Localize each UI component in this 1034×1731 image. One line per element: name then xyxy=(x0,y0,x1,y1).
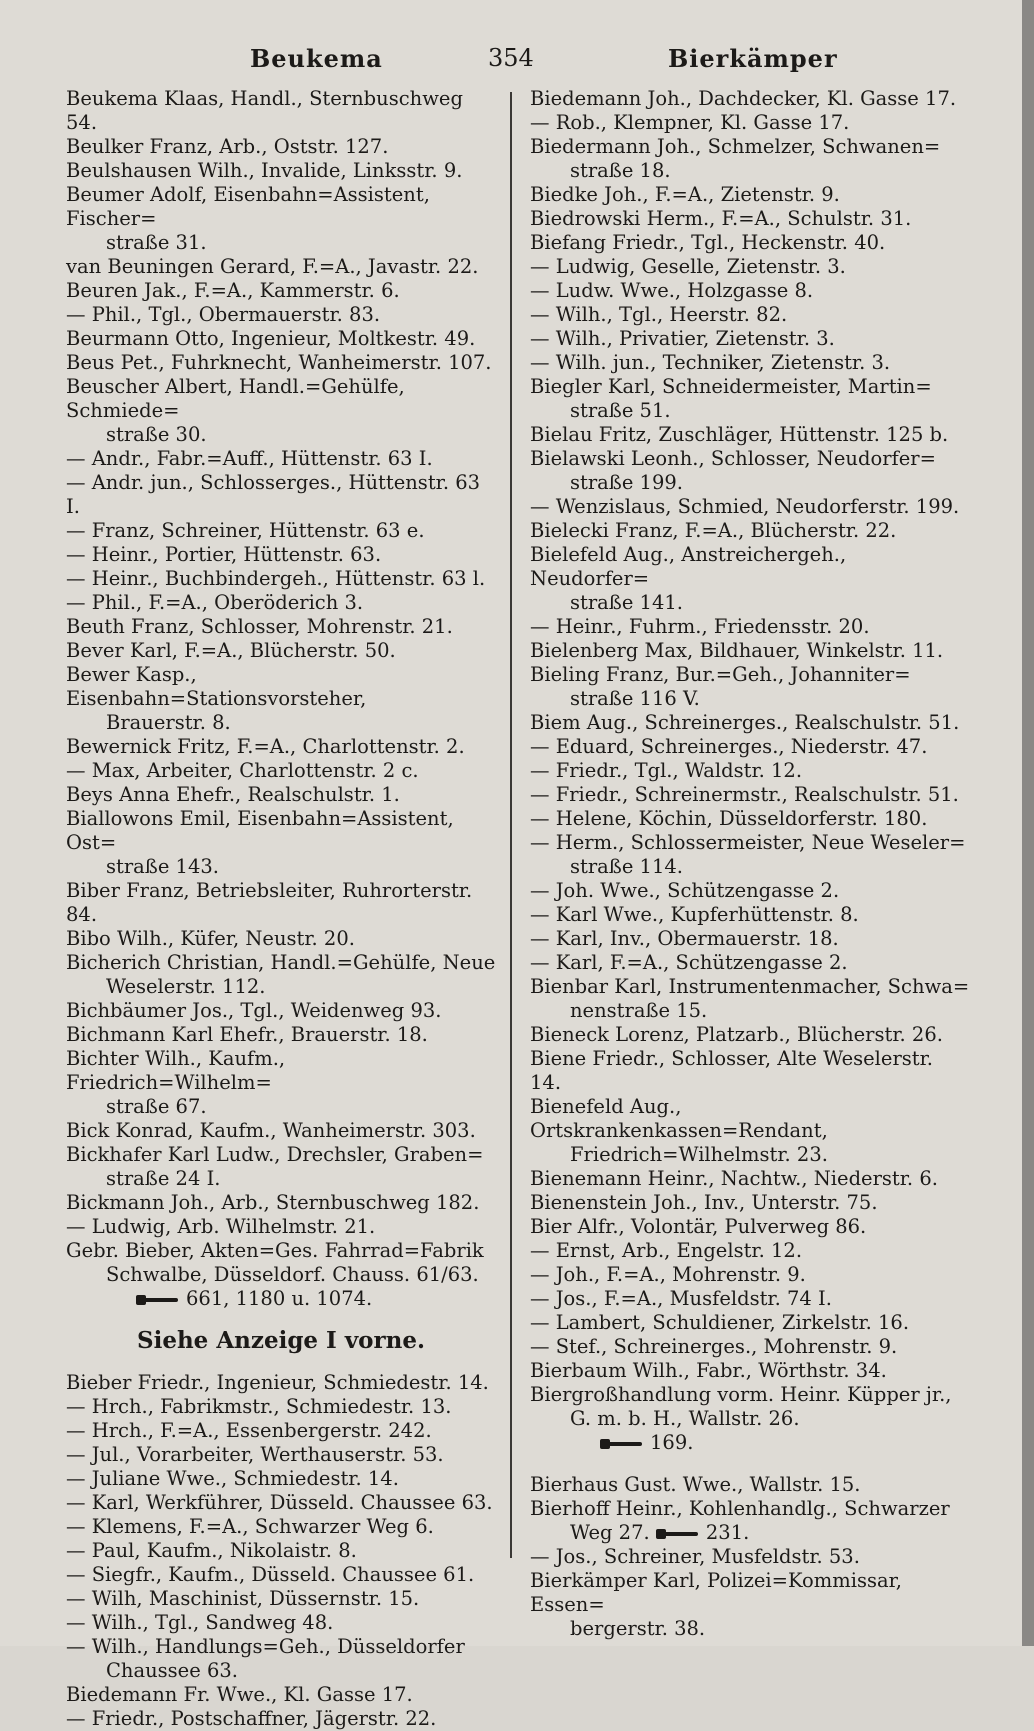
directory-entry xyxy=(66,639,496,663)
telephone-icon xyxy=(656,1527,700,1541)
directory-entry xyxy=(66,615,496,639)
entry-continuation: straße 116 V. xyxy=(570,687,700,710)
entry-line: Bienbar Karl, Instrumentenmacher, Schwa= xyxy=(530,975,970,998)
directory-entry xyxy=(530,1569,970,1641)
directory-entry xyxy=(530,1191,970,1215)
directory-entry xyxy=(66,999,496,1023)
directory-entry xyxy=(530,327,970,351)
entry-line: — Heinr., Fuhrm., Friedensstr. 20. xyxy=(530,615,870,638)
biergross-phone: 169. xyxy=(650,1431,694,1454)
entry-continuation: straße 51. xyxy=(570,399,671,422)
directory-entry xyxy=(66,1371,496,1395)
entry-line: Beurmann Otto, Ingenieur, Moltkestr. 49. xyxy=(66,327,476,350)
entry-line: — Jos., F.=A., Musfeldstr. 74 I. xyxy=(530,1287,832,1310)
entry-line: Beuren Jak., F.=A., Kammerstr. 6. xyxy=(66,279,400,302)
entry-line: — Lambert, Schuldiener, Zirkelstr. 16. xyxy=(530,1311,910,1334)
entry-continuation: Brauerstr. 8. xyxy=(106,711,231,734)
directory-entry xyxy=(530,783,970,807)
entry-line: — Franz, Schreiner, Hüttenstr. 63 e. xyxy=(66,519,425,542)
entry-line: Biallowons Emil, Eisenbahn=Assistent, Ost= xyxy=(66,807,454,854)
entry-line: — Herm., Schlossermeister, Neue Weseler= xyxy=(530,831,966,854)
directory-entry xyxy=(530,231,970,255)
directory-entry xyxy=(66,783,496,807)
entry-continuation: straße 18. xyxy=(570,159,671,182)
entry-line: — Wilh., Privatier, Zietenstr. 3. xyxy=(530,327,835,350)
directory-entry xyxy=(530,351,970,375)
entry-line: — Heinr., Buchbindergeh., Hüttenstr. 63 l. xyxy=(66,567,486,590)
directory-entry xyxy=(530,279,970,303)
directory-entry xyxy=(66,543,496,567)
entry-line: Bierhoff Heinr., Kohlenhandlg., Schwarzer xyxy=(530,1497,950,1520)
entry-line: — Stef., Schreinerges., Mohrenstr. 9. xyxy=(530,1335,898,1358)
directory-entry xyxy=(66,1563,496,1587)
directory-entry xyxy=(66,1539,496,1563)
entry-line: — Ludw. Wwe., Holzgasse 8. xyxy=(530,279,814,302)
entry-continuation: straße 30. xyxy=(106,423,207,446)
entry-line: Bickhafer Karl Ludw., Drechsler, Graben= xyxy=(66,1143,484,1166)
directory-entry xyxy=(530,831,970,879)
entry-line: Bielecki Franz, F.=A., Blücherstr. 22. xyxy=(530,519,897,542)
directory-entry xyxy=(66,567,496,591)
column-divider xyxy=(510,92,512,1558)
entry-continuation: bergerstr. 38. xyxy=(570,1617,706,1640)
directory-entry xyxy=(530,543,970,615)
directory-entry xyxy=(66,1239,496,1287)
directory-entry xyxy=(66,735,496,759)
entry-line: Beulker Franz, Arb., Oststr. 127. xyxy=(66,135,389,158)
entry-line: Bieling Franz, Bur.=Geh., Johanniter= xyxy=(530,663,911,686)
directory-entry xyxy=(66,759,496,783)
directory-entry xyxy=(66,807,496,879)
directory-entry xyxy=(66,591,496,615)
entry-continuation: straße 143. xyxy=(106,855,219,878)
directory-entry xyxy=(530,951,970,975)
directory-entry xyxy=(530,135,970,183)
directory-entry xyxy=(530,639,970,663)
entry-line: — Jul., Vorarbeiter, Werthauserstr. 53. xyxy=(66,1443,444,1466)
entry-line: — Hrch., Fabrikmstr., Schmiedestr. 13. xyxy=(66,1395,452,1418)
entry-line: Biene Friedr., Schlosser, Alte Weselerstr. 14. xyxy=(530,1047,933,1094)
entry-line: — Joh., F.=A., Mohrenstr. 9. xyxy=(530,1263,806,1286)
entry-line: Bierbaum Wilh., Fabr., Wörthstr. 34. xyxy=(530,1359,887,1382)
entry-line: Bienefeld Aug., Ortskrankenkassen=Rendant, xyxy=(530,1095,828,1142)
entry-continuation: G. m. b. H., Wallstr. 26. xyxy=(570,1407,800,1430)
directory-entry xyxy=(530,807,970,831)
entry-continuation: straße 24 I. xyxy=(106,1167,221,1190)
entry-line: Bielenberg Max, Bildhauer, Winkelstr. 11. xyxy=(530,639,944,662)
entry-continuation: straße 114. xyxy=(570,855,683,878)
directory-entry xyxy=(530,663,970,711)
entry-line: Biergroßhandlung vorm. Heinr. Küpper jr., xyxy=(530,1383,952,1406)
entry-line: Beys Anna Ehefr., Realschulstr. 1. xyxy=(66,783,400,806)
entry-line: — Rob., Klempner, Kl. Gasse 17. xyxy=(530,111,850,134)
directory-entry xyxy=(530,903,970,927)
entry-line: Beuscher Albert, Handl.=Gehülfe, Schmiede= xyxy=(66,375,405,422)
bierhoff-cont-line xyxy=(530,1521,970,1545)
phone-line xyxy=(530,1431,970,1455)
entry-line: Bicherich Christian, Handl.=Gehülfe, Neue xyxy=(66,951,496,974)
left-entries-2 xyxy=(66,1371,496,1731)
directory-entry xyxy=(66,1023,496,1047)
header-left-keyword: Beukema xyxy=(250,44,383,73)
entry-line: — Friedr., Tgl., Waldstr. 12. xyxy=(530,759,803,782)
directory-entry xyxy=(530,1263,970,1287)
directory-entry xyxy=(66,183,496,255)
entry-line: Beuth Franz, Schlosser, Mohrenstr. 21. xyxy=(66,615,453,638)
directory-entry xyxy=(66,327,496,351)
directory-entry xyxy=(530,1023,970,1047)
directory-entry xyxy=(530,1215,970,1239)
entry-line: Biegler Karl, Schneidermeister, Martin= xyxy=(530,375,932,398)
entry-continuation: nenstraße 15. xyxy=(570,999,708,1022)
bierhoff-phone: 231. xyxy=(705,1521,750,1544)
directory-entry xyxy=(66,1587,496,1611)
directory-entry xyxy=(66,159,496,183)
entry-line: — Andr., Fabr.=Auff., Hüttenstr. 63 I. xyxy=(66,447,433,470)
entry-line: Bewernick Fritz, F.=A., Charlottenstr. 2. xyxy=(66,735,465,758)
directory-entry xyxy=(530,1545,970,1569)
entry-line: Beukema Klaas, Handl., Sternbuschweg 54. xyxy=(66,87,463,134)
header-right-keyword: Bierkämper xyxy=(668,44,838,73)
entry-line: Bielawski Leonh., Schlosser, Neudorfer= xyxy=(530,447,936,470)
directory-entry xyxy=(66,87,496,135)
directory-entry xyxy=(530,1287,970,1311)
entry-line: — Wenzislaus, Schmied, Neudorferstr. 199. xyxy=(530,495,960,518)
directory-entry xyxy=(530,255,970,279)
directory-entry xyxy=(66,1143,496,1191)
directory-entry xyxy=(530,927,970,951)
directory-entry xyxy=(66,375,496,447)
directory-entry xyxy=(66,1191,496,1215)
directory-entry xyxy=(530,1383,970,1431)
directory-entry xyxy=(66,1491,496,1515)
bieber-phones: 661, 1180 u. 1074. xyxy=(186,1287,373,1310)
right-column xyxy=(530,87,970,1641)
directory-entry xyxy=(530,495,970,519)
directory-entry xyxy=(530,519,970,543)
bierhoff-street: Weg 27. xyxy=(570,1521,650,1544)
right-entries xyxy=(530,87,970,1431)
telephone-icon xyxy=(136,1293,180,1307)
directory-entry xyxy=(530,111,970,135)
directory-entry xyxy=(66,1215,496,1239)
entry-line: van Beuningen Gerard, F.=A., Javastr. 22. xyxy=(66,255,479,278)
directory-entry xyxy=(530,975,970,1023)
entry-continuation: straße 141. xyxy=(570,591,683,614)
entry-line: — Siegfr., Kaufm., Düsseld. Chaussee 61. xyxy=(66,1563,475,1586)
directory-entry xyxy=(66,351,496,375)
directory-entry xyxy=(530,615,970,639)
directory-entry xyxy=(530,1497,970,1521)
directory-entry xyxy=(530,711,970,735)
entry-line: Bielau Fritz, Zuschläger, Hüttenstr. 125 b. xyxy=(530,423,949,446)
entry-line: Bewer Kasp., Eisenbahn=Stationsvorsteher, xyxy=(66,663,367,710)
page-edge xyxy=(1022,0,1034,1646)
left-entries xyxy=(66,87,496,1287)
entry-line: — Hrch., F.=A., Essenbergerstr. 242. xyxy=(66,1419,432,1442)
entry-line: Bibo Wilh., Küfer, Neustr. 20. xyxy=(66,927,355,950)
entry-line: — Joh. Wwe., Schützengasse 2. xyxy=(530,879,840,902)
entry-line: — Heinr., Portier, Hüttenstr. 63. xyxy=(66,543,382,566)
directory-entry xyxy=(66,1047,496,1119)
entry-line: Gebr. Bieber, Akten=Ges. Fahrrad=Fabrik xyxy=(66,1239,484,1262)
page-header xyxy=(0,44,1000,74)
directory-entry xyxy=(530,207,970,231)
entry-continuation: straße 199. xyxy=(570,471,683,494)
entry-line: Bielefeld Aug., Anstreichergeh., Neudorfer= xyxy=(530,543,847,590)
entry-continuation: Weselerstr. 112. xyxy=(106,975,266,998)
directory-entry xyxy=(530,1335,970,1359)
entry-line: — Max, Arbeiter, Charlottenstr. 2 c. xyxy=(66,759,419,782)
directory-entry xyxy=(66,447,496,471)
entry-line: Biber Franz, Betriebsleiter, Ruhrorterstr. 84. xyxy=(66,879,473,926)
directory-entry xyxy=(530,447,970,495)
entry-line: Bier Alfr., Volontär, Pulverweg 86. xyxy=(530,1215,867,1238)
directory-entry xyxy=(66,1515,496,1539)
directory-entry xyxy=(66,1635,496,1683)
entry-line: — Karl, Werkführer, Düsseld. Chaussee 63. xyxy=(66,1491,493,1514)
entry-line: — Friedr., Postschaffner, Jägerstr. 22. xyxy=(66,1707,437,1730)
entry-line: — Juliane Wwe., Schmiedestr. 14. xyxy=(66,1467,399,1490)
directory-entry xyxy=(66,255,496,279)
directory-entry xyxy=(530,183,970,207)
entry-line: Beumer Adolf, Eisenbahn=Assistent, Fischer= xyxy=(66,183,430,230)
entry-line: — Phil., Tgl., Obermauerstr. 83. xyxy=(66,303,381,326)
directory-entry xyxy=(530,735,970,759)
entry-line: Beus Pet., Fuhrknecht, Wanheimerstr. 107. xyxy=(66,351,492,374)
entry-line: — Jos., Schreiner, Musfeldstr. 53. xyxy=(530,1545,860,1568)
entry-continuation: Friedrich=Wilhelmstr. 23. xyxy=(570,1143,828,1166)
entry-line: Bever Karl, F.=A., Blücherstr. 50. xyxy=(66,639,396,662)
directory-entry xyxy=(66,1395,496,1419)
right-entries-3 xyxy=(530,1545,970,1641)
entry-continuation: straße 67. xyxy=(106,1095,207,1118)
entry-line: Biefang Friedr., Tgl., Heckenstr. 40. xyxy=(530,231,886,254)
entry-line: — Phil., F.=A., Oberöderich 3. xyxy=(66,591,364,614)
entry-continuation: straße 31. xyxy=(106,231,207,254)
entry-line: — Wilh., Tgl., Sandweg 48. xyxy=(66,1611,334,1634)
directory-entry xyxy=(66,927,496,951)
entry-line: — Wilh. jun., Techniker, Zietenstr. 3. xyxy=(530,351,891,374)
entry-continuation: Schwalbe, Düsseldorf. Chauss. 61/63. xyxy=(106,1263,479,1286)
entry-line: Bichbäumer Jos., Tgl., Weidenweg 93. xyxy=(66,999,442,1022)
directory-entry xyxy=(530,303,970,327)
directory-entry xyxy=(530,879,970,903)
entry-line: — Wilh., Tgl., Heerstr. 82. xyxy=(530,303,788,326)
entry-line: — Ludwig, Arb. Wilhelmstr. 21. xyxy=(66,1215,376,1238)
entry-line: — Friedr., Schreinermstr., Realschulstr. 51. xyxy=(530,783,959,806)
directory-entry xyxy=(66,1419,496,1443)
directory-entry xyxy=(530,1473,970,1497)
entry-line: Biedermann Joh., Schmelzer, Schwanen= xyxy=(530,135,941,158)
entry-line: — Klemens, F.=A., Schwarzer Weg 6. xyxy=(66,1515,434,1538)
entry-line: Bierhaus Gust. Wwe., Wallstr. 15. xyxy=(530,1473,861,1496)
entry-line: Bichmann Karl Ehefr., Brauerstr. 18. xyxy=(66,1023,428,1046)
directory-entry xyxy=(66,1119,496,1143)
entry-line: — Ernst, Arb., Engelstr. 12. xyxy=(530,1239,803,1262)
entry-line: — Eduard, Schreinerges., Niederstr. 47. xyxy=(530,735,928,758)
entry-line: — Ludwig, Geselle, Zietenstr. 3. xyxy=(530,255,846,278)
directory-entry xyxy=(66,1443,496,1467)
directory-entry xyxy=(66,1683,496,1707)
entry-line: — Karl Wwe., Kupferhüttenstr. 8. xyxy=(530,903,859,926)
directory-entry xyxy=(66,879,496,927)
directory-entry xyxy=(66,519,496,543)
entry-line: — Karl, F.=A., Schützengasse 2. xyxy=(530,951,848,974)
directory-entry xyxy=(530,375,970,423)
entry-line: — Helene, Köchin, Düsseldorferstr. 180. xyxy=(530,807,928,830)
directory-entry xyxy=(530,423,970,447)
directory-entry xyxy=(530,87,970,111)
advertisement-notice: Siehe Anzeige I vorne. xyxy=(136,1327,426,1354)
directory-entry xyxy=(66,1611,496,1635)
directory-entry xyxy=(530,1239,970,1263)
directory-entry xyxy=(66,1467,496,1491)
entry-line: Biedemann Fr. Wwe., Kl. Gasse 17. xyxy=(66,1683,413,1706)
entry-line: Bichter Wilh., Kaufm., Friedrich=Wilhelm= xyxy=(66,1047,286,1094)
page-number: 354 xyxy=(488,44,534,72)
left-column xyxy=(66,87,496,1731)
entry-continuation: Chaussee 63. xyxy=(106,1659,238,1682)
entry-line: — Andr. jun., Schlosserges., Hüttenstr. 63 I. xyxy=(66,471,481,518)
directory-entry xyxy=(530,1095,970,1167)
directory-entry xyxy=(66,279,496,303)
directory-entry xyxy=(530,1359,970,1383)
entry-line: Bickmann Joh., Arb., Sternbuschweg 182. xyxy=(66,1191,480,1214)
directory-entry xyxy=(530,1167,970,1191)
entry-line: Bick Konrad, Kaufm., Wanheimerstr. 303. xyxy=(66,1119,476,1142)
directory-entry xyxy=(530,1311,970,1335)
right-entries-2 xyxy=(530,1473,970,1521)
entry-line: Beulshausen Wilh., Invalide, Linksstr. 9. xyxy=(66,159,463,182)
entry-line: — Karl, Inv., Obermauerstr. 18. xyxy=(530,927,839,950)
entry-line: — Wilh., Handlungs=Geh., Düsseldorfer xyxy=(66,1635,465,1658)
entry-line: — Paul, Kaufm., Nikolaistr. 8. xyxy=(66,1539,357,1562)
entry-line: Bierkämper Karl, Polizei=Kommissar, Essen= xyxy=(530,1569,903,1616)
entry-line: — Wilh, Maschinist, Düssernstr. 15. xyxy=(66,1587,420,1610)
telephone-icon xyxy=(600,1437,644,1451)
directory-entry xyxy=(66,1707,496,1731)
phone-line xyxy=(66,1287,496,1311)
entry-line: Biedemann Joh., Dachdecker, Kl. Gasse 17. xyxy=(530,87,957,110)
directory-entry xyxy=(66,135,496,159)
entry-line: Biedke Joh., F.=A., Zietenstr. 9. xyxy=(530,183,840,206)
entry-line: Bieneck Lorenz, Platzarb., Blücherstr. 26. xyxy=(530,1023,943,1046)
directory-entry xyxy=(530,1047,970,1095)
entry-line: Biem Aug., Schreinerges., Realschulstr. 51. xyxy=(530,711,960,734)
directory-entry xyxy=(66,303,496,327)
entry-line: Bienemann Heinr., Nachtw., Niederstr. 6. xyxy=(530,1167,938,1190)
entry-line: Bienenstein Joh., Inv., Unterstr. 75. xyxy=(530,1191,878,1214)
directory-entry xyxy=(530,759,970,783)
entry-line: Biedrowski Herm., F.=A., Schulstr. 31. xyxy=(530,207,912,230)
directory-entry xyxy=(66,951,496,999)
directory-entry xyxy=(66,663,496,735)
entry-line: Bieber Friedr., Ingenieur, Schmiedestr. 14. xyxy=(66,1371,489,1394)
directory-entry xyxy=(66,471,496,519)
